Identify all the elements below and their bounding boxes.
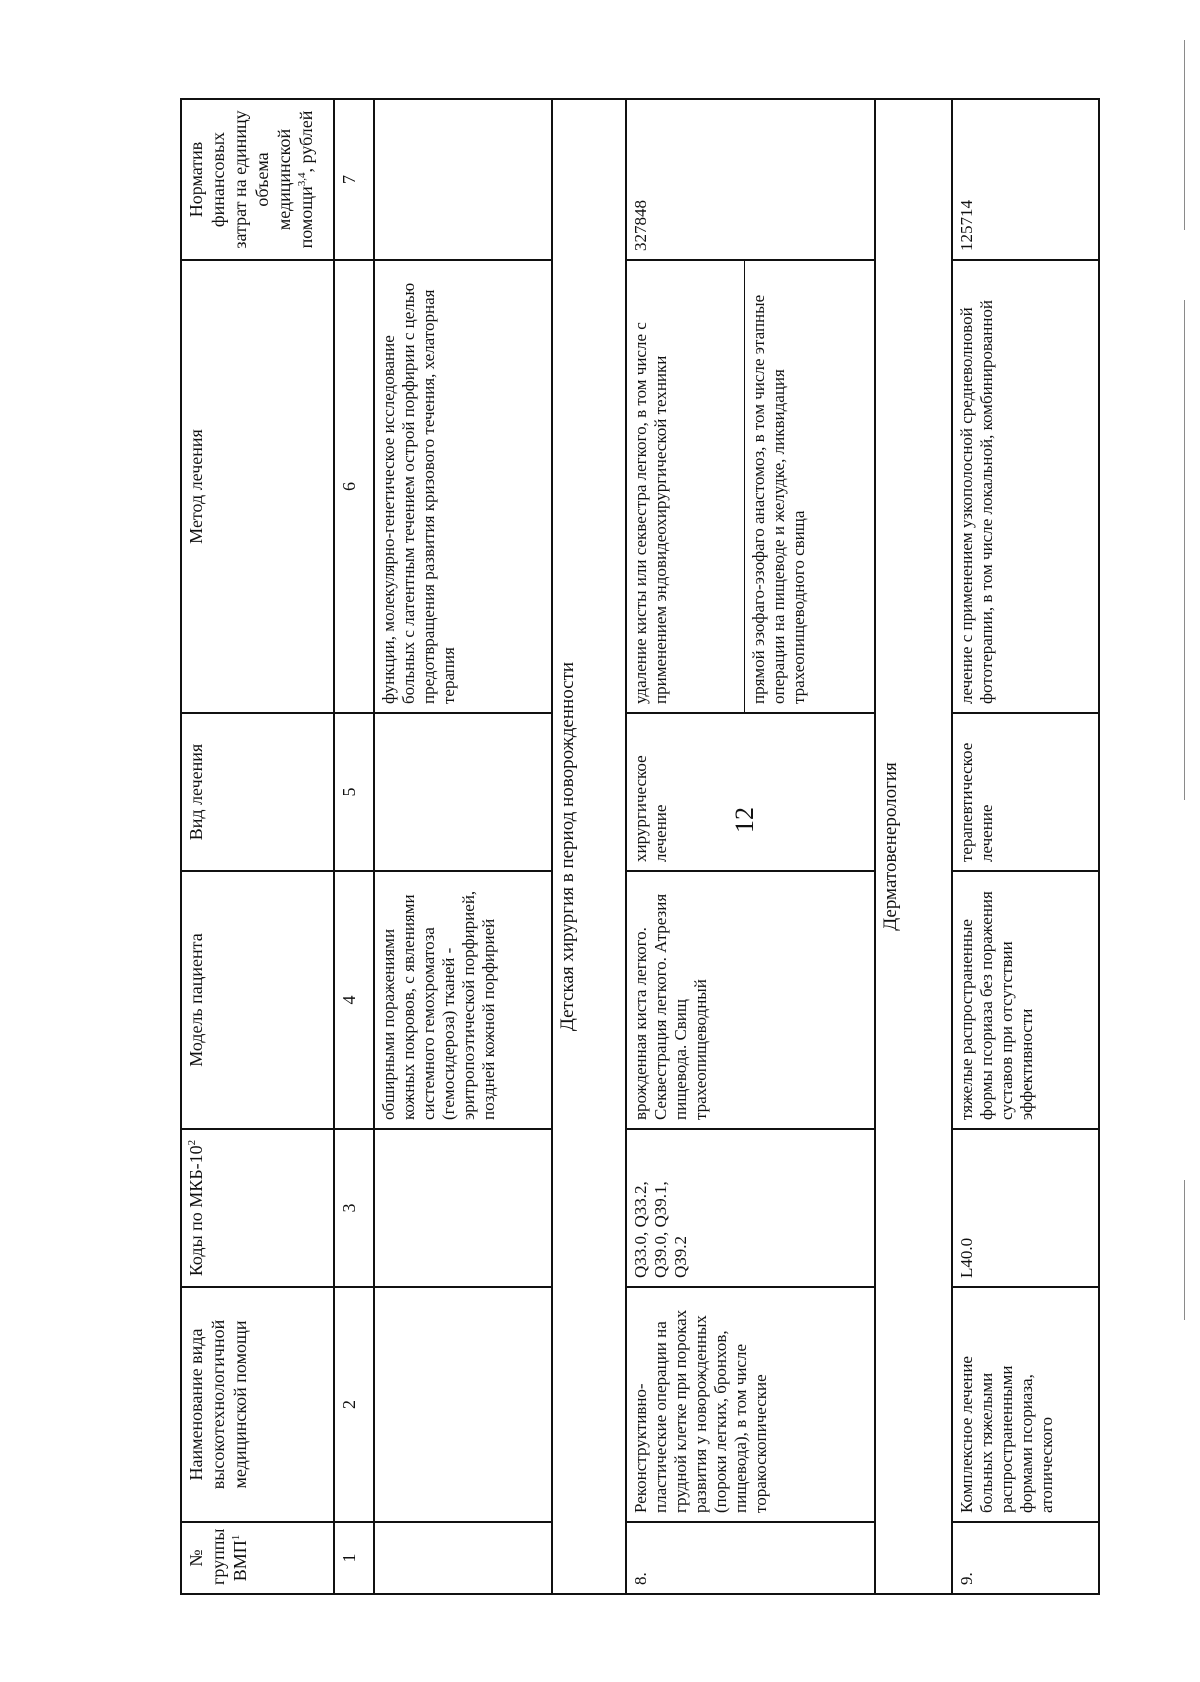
- empty-cell: [374, 1287, 552, 1522]
- icd-codes-cell: Q33.0, Q33.2, Q39.0, Q39.1, Q39.2: [626, 1129, 875, 1287]
- treatment-method-cell: [626, 260, 875, 713]
- group-number: 9.: [952, 1522, 1099, 1594]
- column-number: 6: [334, 260, 374, 713]
- empty-cell: [374, 99, 552, 260]
- section-row: [875, 99, 952, 1594]
- treatment-method-1: удаление кисты или секвестра легкого, в том числе с применением эндовидеохирургической техники: [631, 322, 671, 704]
- table-row-9: [952, 99, 1099, 1594]
- treatment-type-cell: терапевтическое лечение: [952, 713, 1099, 871]
- vmp-table: [180, 98, 1100, 1595]
- cost-cell: 327848: [626, 99, 875, 260]
- scan-edge-line: [1184, 1180, 1185, 1320]
- patient-model-cell: обширными поражениями кожных покровов, с явлениями системного гемохроматоза (гемосидероза) тканей - эритропоэтической порфирией, поздней кожной порфирией: [374, 871, 552, 1129]
- empty-cell: [374, 1129, 552, 1287]
- empty-cell: [374, 713, 552, 871]
- table-row-8: [626, 99, 875, 1594]
- column-number: 4: [334, 871, 374, 1129]
- header-group-number: № группы ВМП$^1$: [181, 1522, 334, 1594]
- empty-cell: [374, 1522, 552, 1594]
- header-patient-model: Модель пациента: [181, 871, 334, 1129]
- column-number: 3: [334, 1129, 374, 1287]
- page-number: 12: [730, 807, 759, 833]
- scan-edge-line: [1184, 40, 1185, 230]
- vmp-name-cell: Реконструктивно-пластические операции на грудной клетке при пороках развития у новорожденных (пороки легких, бронхов, пищевода), в том числе торакоскопические: [626, 1287, 875, 1522]
- section-title-dermatovenereology: Дерматовенерология: [875, 99, 952, 1594]
- icd-codes-cell: L40.0: [952, 1129, 1099, 1287]
- header-treatment-method: Метод лечения: [181, 260, 334, 713]
- patient-model-cell: тяжелые распространенные формы псориаза без поражения суставов при отсутствии эффективности: [952, 871, 1099, 1129]
- column-number: 7: [334, 99, 374, 260]
- header-treatment-type: Вид лечения: [181, 713, 334, 871]
- rotated-table-wrapper: [180, 100, 1100, 1595]
- treatment-method-cell: функции, молекулярно-генетическое исследование больных с латентным течением острой порфирии с целью предотвращения развития кризового течения, хелаторная терапия: [374, 260, 552, 713]
- column-number: 1: [334, 1522, 374, 1594]
- scan-edge-line: [1184, 300, 1185, 800]
- section-title-pediatric-surgery: Детская хирургия в период новорожденности: [552, 99, 626, 1594]
- patient-model-cell: врожденная киста легкого. Секвестрация легкого. Атрезия пищевода. Свищ трахеопищеводный: [626, 871, 875, 1129]
- column-numbers-row: [334, 99, 374, 1594]
- treatment-method-cell: лечение с применением узкополосной средневолновой фототерапии, в том числе локальной, комбинированной: [952, 260, 1099, 713]
- header-cost-norm: Норматив финансовых затрат на единицу объема медицинской помощи$^{3,4}$, рублей: [181, 99, 334, 260]
- vmp-name-cell: Комплексное лечение больных тяжелыми распространенными формами псориаза, атопического: [952, 1287, 1099, 1522]
- group-number: 8.: [626, 1522, 875, 1594]
- column-number: 5: [334, 713, 374, 871]
- column-number: 2: [334, 1287, 374, 1522]
- treatment-type-cell: хирургическое лечение: [626, 713, 875, 871]
- header-row: [181, 99, 334, 1594]
- header-vmp-name: Наименование вида высокотехнологичной медицинской помощи: [181, 1287, 334, 1522]
- treatment-method-2: прямой эзофаго-эзофаго анастомоз, в том числе этапные операции на пищеводе и желудке, ликвидация трахеопищеводного свища: [744, 261, 813, 712]
- cost-cell: 125714: [952, 99, 1099, 260]
- section-row: [552, 99, 626, 1594]
- continuation-row: [374, 99, 552, 1594]
- header-icd-codes: Коды по МКБ-$10^2$: [181, 1129, 334, 1287]
